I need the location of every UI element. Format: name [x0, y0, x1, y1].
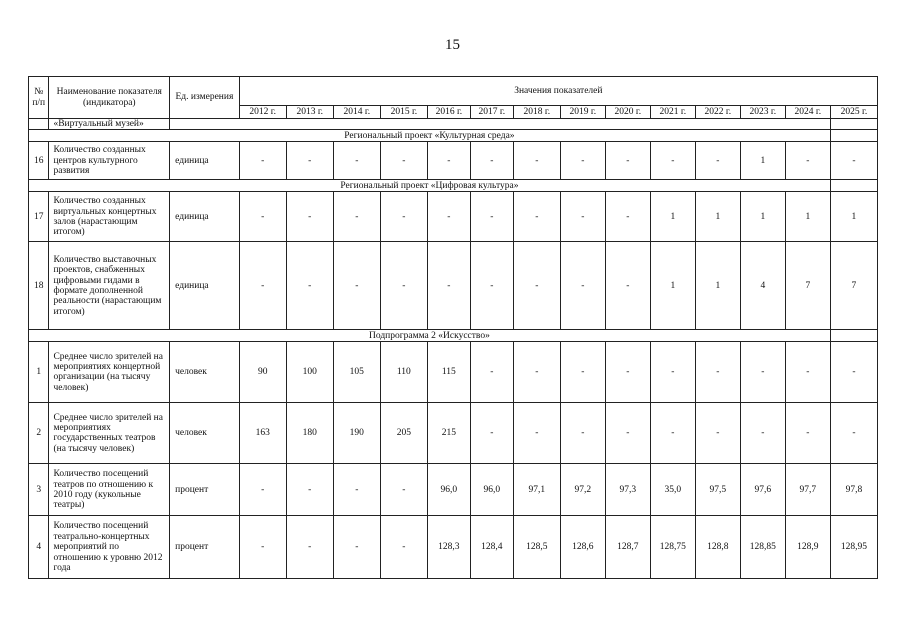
- value-cell: -: [695, 142, 740, 180]
- value-cell: -: [470, 403, 513, 464]
- value-cell: -: [380, 242, 427, 330]
- table-row: [29, 464, 878, 516]
- value-cell: -: [513, 342, 560, 403]
- value-cell: 128,85: [740, 516, 785, 579]
- value-cell: -: [333, 242, 380, 330]
- header-year: 2012 г.: [239, 106, 286, 119]
- table-row: [29, 342, 878, 403]
- value-cell: -: [333, 192, 380, 242]
- value-cell: 205: [380, 403, 427, 464]
- indicator-name: Количество посещений театрально-концертных мероприятий по отношению к уровню 2012 года: [49, 516, 170, 579]
- header-row: [29, 77, 878, 106]
- value-cell: 4: [740, 242, 785, 330]
- value-cell: -: [380, 464, 427, 516]
- unit-cell: единица: [170, 142, 240, 180]
- num-cell: [29, 119, 49, 130]
- value-cell: -: [470, 242, 513, 330]
- value-cell: -: [427, 192, 470, 242]
- row-number: 1: [29, 342, 49, 403]
- value-cell: -: [333, 142, 380, 180]
- value-cell: -: [605, 242, 650, 330]
- value-cell: 128,7: [605, 516, 650, 579]
- value-cell: 180: [286, 403, 333, 464]
- value-cell: -: [513, 142, 560, 180]
- value-cell: -: [380, 516, 427, 579]
- row-number: 16: [29, 142, 49, 180]
- value-cell: 105: [333, 342, 380, 403]
- empty-cell: [170, 119, 831, 130]
- value-cell: -: [650, 342, 695, 403]
- value-cell: 110: [380, 342, 427, 403]
- value-cell: -: [427, 242, 470, 330]
- value-cell: 128,6: [560, 516, 605, 579]
- row-number: 3: [29, 464, 49, 516]
- value-cell: 128,95: [830, 516, 877, 579]
- value-cell: 97,8: [830, 464, 877, 516]
- row-number: 18: [29, 242, 49, 330]
- value-cell: -: [740, 403, 785, 464]
- value-cell: -: [830, 342, 877, 403]
- value-cell: -: [513, 242, 560, 330]
- value-cell: -: [785, 142, 830, 180]
- section-title: Региональный проект «Культурная среда»: [29, 130, 831, 142]
- continuation-row: [29, 119, 878, 130]
- indicator-name: Количество посещений театров по отношению к 2010 году (кукольные театры): [49, 464, 170, 516]
- value-cell: 128,75: [650, 516, 695, 579]
- header-num: № п/п: [29, 77, 49, 119]
- value-cell: 190: [333, 403, 380, 464]
- value-cell: 1: [785, 192, 830, 242]
- section-row: [29, 180, 878, 192]
- indicators-table: [28, 76, 878, 579]
- value-cell: -: [605, 403, 650, 464]
- value-cell: -: [239, 242, 286, 330]
- value-cell: -: [239, 192, 286, 242]
- value-cell: -: [650, 403, 695, 464]
- value-cell: 1: [650, 192, 695, 242]
- section-row: [29, 130, 878, 142]
- header-values: Значения показателей: [239, 77, 877, 106]
- indicator-name: Среднее число зрителей на мероприятиях концертной организации (на тысячу человек): [49, 342, 170, 403]
- table-row: [29, 192, 878, 242]
- value-cell: 7: [830, 242, 877, 330]
- unit-cell: человек: [170, 403, 240, 464]
- continuation-label: «Виртуальный музей»: [49, 119, 170, 130]
- section-title: Региональный проект «Цифровая культура»: [29, 180, 831, 192]
- value-cell: -: [560, 342, 605, 403]
- value-cell: 1: [695, 192, 740, 242]
- value-cell: -: [785, 342, 830, 403]
- value-cell: -: [333, 516, 380, 579]
- value-cell: -: [286, 464, 333, 516]
- value-cell: 128,8: [695, 516, 740, 579]
- header-year: 2025 г.: [830, 106, 877, 119]
- value-cell: 1: [830, 192, 877, 242]
- value-cell: -: [740, 342, 785, 403]
- row-number: 2: [29, 403, 49, 464]
- value-cell: 128,4: [470, 516, 513, 579]
- value-cell: 97,7: [785, 464, 830, 516]
- indicator-name: Количество созданных центров культурного развития: [49, 142, 170, 180]
- header-year: 2019 г.: [560, 106, 605, 119]
- value-cell: 97,3: [605, 464, 650, 516]
- table-row: [29, 142, 878, 180]
- section-title: Подпрограмма 2 «Искусство»: [29, 330, 831, 342]
- value-cell: 115: [427, 342, 470, 403]
- value-cell: -: [605, 142, 650, 180]
- value-cell: -: [427, 142, 470, 180]
- value-cell: -: [605, 342, 650, 403]
- value-cell: 128,9: [785, 516, 830, 579]
- value-cell: 128,5: [513, 516, 560, 579]
- value-cell: -: [560, 403, 605, 464]
- value-cell: -: [695, 342, 740, 403]
- value-cell: -: [286, 192, 333, 242]
- header-year: 2020 г.: [605, 106, 650, 119]
- value-cell: -: [560, 192, 605, 242]
- value-cell: -: [830, 142, 877, 180]
- empty-cell: [830, 119, 877, 130]
- value-cell: -: [513, 192, 560, 242]
- value-cell: -: [650, 142, 695, 180]
- value-cell: -: [605, 192, 650, 242]
- value-cell: 100: [286, 342, 333, 403]
- value-cell: -: [286, 242, 333, 330]
- header-year: 2016 г.: [427, 106, 470, 119]
- value-cell: -: [560, 142, 605, 180]
- empty-cell: [830, 180, 877, 192]
- value-cell: 163: [239, 403, 286, 464]
- value-cell: -: [380, 192, 427, 242]
- indicator-name: Количество выставочных проектов, снабженных цифровыми гидами в формате дополненной реальности (нарастающим итогом): [49, 242, 170, 330]
- value-cell: -: [239, 516, 286, 579]
- value-cell: 215: [427, 403, 470, 464]
- table-row: [29, 516, 878, 579]
- value-cell: -: [239, 142, 286, 180]
- value-cell: -: [470, 142, 513, 180]
- unit-cell: единица: [170, 242, 240, 330]
- value-cell: 97,1: [513, 464, 560, 516]
- header-year: 2014 г.: [333, 106, 380, 119]
- row-number: 17: [29, 192, 49, 242]
- value-cell: -: [333, 464, 380, 516]
- value-cell: 90: [239, 342, 286, 403]
- value-cell: -: [286, 142, 333, 180]
- header-year: 2023 г.: [740, 106, 785, 119]
- value-cell: 1: [650, 242, 695, 330]
- value-cell: -: [286, 516, 333, 579]
- value-cell: -: [785, 403, 830, 464]
- unit-cell: процент: [170, 464, 240, 516]
- unit-cell: процент: [170, 516, 240, 579]
- header-name: Наименование показателя (индикатора): [49, 77, 170, 119]
- row-number: 4: [29, 516, 49, 579]
- value-cell: -: [830, 403, 877, 464]
- value-cell: -: [695, 403, 740, 464]
- header-year: 2015 г.: [380, 106, 427, 119]
- value-cell: -: [380, 142, 427, 180]
- empty-cell: [830, 330, 877, 342]
- value-cell: -: [513, 403, 560, 464]
- header-year: 2021 г.: [650, 106, 695, 119]
- value-cell: -: [239, 464, 286, 516]
- header-year: 2017 г.: [470, 106, 513, 119]
- header-year: 2013 г.: [286, 106, 333, 119]
- header-year: 2024 г.: [785, 106, 830, 119]
- value-cell: 1: [740, 192, 785, 242]
- value-cell: 97,2: [560, 464, 605, 516]
- empty-cell: [830, 130, 877, 142]
- value-cell: 1: [695, 242, 740, 330]
- value-cell: 35,0: [650, 464, 695, 516]
- value-cell: 1: [740, 142, 785, 180]
- value-cell: 97,6: [740, 464, 785, 516]
- table-row: [29, 403, 878, 464]
- value-cell: 97,5: [695, 464, 740, 516]
- section-row: [29, 330, 878, 342]
- value-cell: 7: [785, 242, 830, 330]
- value-cell: -: [560, 242, 605, 330]
- value-cell: 96,0: [470, 464, 513, 516]
- unit-cell: единица: [170, 192, 240, 242]
- value-cell: -: [470, 342, 513, 403]
- indicator-name: Среднее число зрителей на мероприятиях государственных театров (на тысячу человек): [49, 403, 170, 464]
- page-number: 15: [445, 37, 460, 53]
- table-row: [29, 242, 878, 330]
- header-year: 2022 г.: [695, 106, 740, 119]
- value-cell: 128,3: [427, 516, 470, 579]
- value-cell: -: [470, 192, 513, 242]
- indicator-name: Количество созданных виртуальных концертных залов (нарастающим итогом): [49, 192, 170, 242]
- unit-cell: человек: [170, 342, 240, 403]
- header-year: 2018 г.: [513, 106, 560, 119]
- value-cell: 96,0: [427, 464, 470, 516]
- header-unit: Ед. измерения: [170, 77, 240, 119]
